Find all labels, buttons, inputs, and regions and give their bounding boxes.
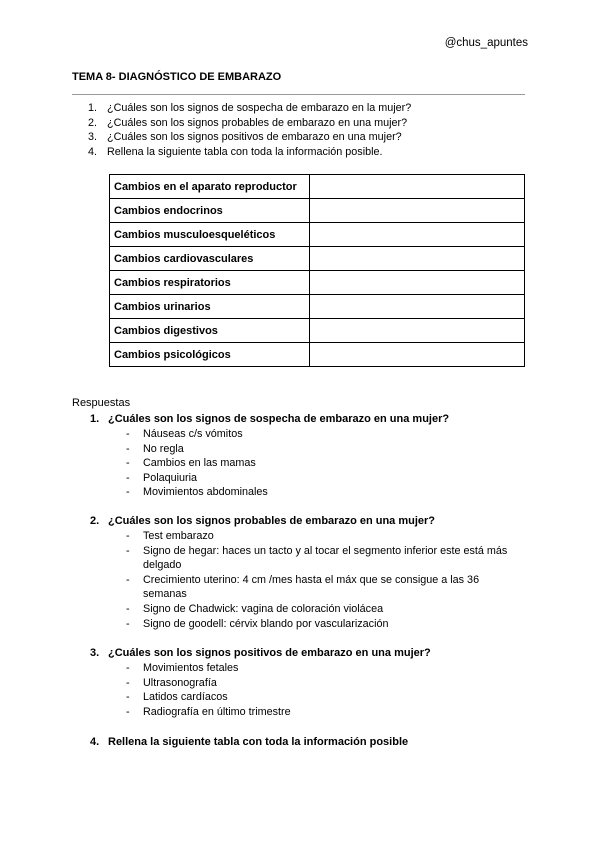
table-cell-answer — [310, 247, 525, 271]
answer-section-number: 3. — [90, 647, 100, 659]
dash-bullet-icon: - — [126, 428, 130, 440]
list-item-text: Radiografía en último trimestre — [143, 705, 291, 718]
question-number: 1. — [88, 102, 98, 114]
answer-section-heading — [90, 646, 516, 661]
table-row — [110, 295, 525, 319]
list-item — [126, 573, 516, 602]
dash-bullet-icon: - — [126, 457, 130, 470]
dash-bullet-icon: - — [126, 705, 130, 718]
list-item-text: Test embarazo — [143, 530, 214, 542]
table-row — [110, 247, 525, 271]
list-item-text: Signo de hegar: haces un tacto y al tocar el segmento inferior este está más delgado — [143, 544, 508, 572]
answer-section — [90, 412, 516, 500]
list-item — [126, 529, 516, 544]
answer-section-heading — [90, 412, 516, 427]
table-row-label: Cambios psicológicos — [110, 343, 310, 367]
answer-list — [90, 661, 516, 719]
answer-section-number: 1. — [90, 413, 100, 425]
answers-heading: Respuestas — [72, 397, 131, 409]
answer-list — [90, 427, 516, 500]
question-item — [88, 116, 411, 131]
question-text: Rellena la siguiente tabla con toda la información posible. — [107, 145, 383, 158]
dash-bullet-icon: - — [126, 573, 130, 586]
answer-section-number: 4. — [90, 736, 100, 748]
answer-section — [90, 735, 408, 750]
list-item-text: Polaquiuria — [143, 471, 198, 484]
list-item-text: No regla — [143, 442, 184, 455]
question-number: 3. — [88, 131, 98, 144]
dash-bullet-icon: - — [126, 691, 130, 704]
answer-section-question: ¿Cuáles son los signos probables de embarazo en una mujer? — [108, 515, 436, 527]
table-cell-answer — [310, 199, 525, 223]
list-item — [126, 705, 516, 720]
changes-table — [109, 174, 525, 367]
answer-section-question: ¿Cuáles son los signos positivos de embarazo en una mujer? — [108, 647, 431, 659]
question-number: 2. — [88, 116, 98, 129]
answer-section-heading — [90, 735, 408, 750]
list-item — [126, 442, 516, 457]
table-row-label: Cambios endocrinos — [110, 199, 310, 223]
dash-bullet-icon: - — [126, 471, 130, 484]
question-item — [88, 101, 411, 116]
table-row-label: Cambios urinarios — [110, 295, 310, 319]
dash-bullet-icon: - — [126, 662, 130, 674]
list-item-text: Latidos cardíacos — [143, 691, 228, 704]
answer-list — [90, 529, 516, 631]
table-row-label: Cambios en el aparato reproductor — [110, 175, 310, 199]
list-item-text: Cambios en las mamas — [143, 457, 256, 470]
list-item — [126, 471, 516, 486]
list-item-text: Movimientos abdominales — [143, 486, 268, 499]
list-item — [126, 485, 516, 500]
dash-bullet-icon: - — [126, 530, 130, 542]
table-row — [110, 199, 525, 223]
table-row — [110, 271, 525, 295]
question-item — [88, 145, 411, 160]
table-cell-answer — [310, 343, 525, 367]
list-item-text: Signo de Chadwick: vagina de coloración violácea — [143, 602, 384, 615]
list-item-text: Crecimiento uterino: 4 cm /mes hasta el máx que se consigue a las 36 semanas — [143, 573, 480, 601]
list-item — [126, 690, 516, 705]
table-row-label: Cambios musculoesqueléticos — [110, 223, 310, 247]
list-item-text: Movimientos fetales — [143, 662, 239, 674]
list-item — [126, 456, 516, 471]
list-item-text: Ultrasonografía — [143, 676, 217, 689]
question-list — [88, 101, 411, 159]
dash-bullet-icon: - — [126, 544, 130, 557]
author-handle: @chus_apuntes — [444, 37, 528, 49]
title-divider — [72, 94, 525, 95]
answer-section-number: 2. — [90, 515, 100, 527]
answer-section — [90, 646, 516, 719]
question-item — [88, 130, 411, 145]
table-cell-answer — [310, 295, 525, 319]
dash-bullet-icon: - — [126, 442, 130, 455]
question-number: 4. — [88, 145, 98, 158]
list-item — [126, 617, 516, 632]
dash-bullet-icon: - — [126, 486, 130, 499]
question-text: ¿Cuáles son los signos de sospecha de embarazo en la mujer? — [107, 102, 412, 114]
question-text: ¿Cuáles son los signos probables de embarazo en una mujer? — [107, 116, 408, 129]
question-text: ¿Cuáles son los signos positivos de embarazo en una mujer? — [107, 131, 402, 144]
list-item — [126, 427, 516, 442]
answer-section-question: ¿Cuáles son los signos de sospecha de embarazo en una mujer? — [108, 413, 450, 425]
table-row-label: Cambios respiratorios — [110, 271, 310, 295]
table-row-label: Cambios cardiovasculares — [110, 247, 310, 271]
dash-bullet-icon: - — [126, 602, 130, 615]
dash-bullet-icon: - — [126, 617, 130, 630]
list-item-text: Náuseas c/s vómitos — [143, 428, 243, 440]
table-row — [110, 343, 525, 367]
table-cell-answer — [310, 271, 525, 295]
table-row — [110, 175, 525, 199]
list-item — [126, 544, 516, 573]
answer-section — [90, 514, 516, 631]
answer-section-question: Rellena la siguiente tabla con toda la información posible — [108, 736, 409, 748]
table-cell-answer — [310, 175, 525, 199]
dash-bullet-icon: - — [126, 676, 130, 689]
list-item — [126, 602, 516, 617]
table-cell-answer — [310, 223, 525, 247]
page-title: TEMA 8- DIAGNÓSTICO DE EMBARAZO — [72, 71, 282, 83]
answer-section-heading — [90, 514, 516, 529]
table-row — [110, 319, 525, 343]
table-row — [110, 223, 525, 247]
list-item-text: Signo de goodell: cérvix blando por vascularización — [143, 617, 389, 630]
table-row-label: Cambios digestivos — [110, 319, 310, 343]
list-item — [126, 676, 516, 691]
table-cell-answer — [310, 319, 525, 343]
list-item — [126, 661, 516, 676]
